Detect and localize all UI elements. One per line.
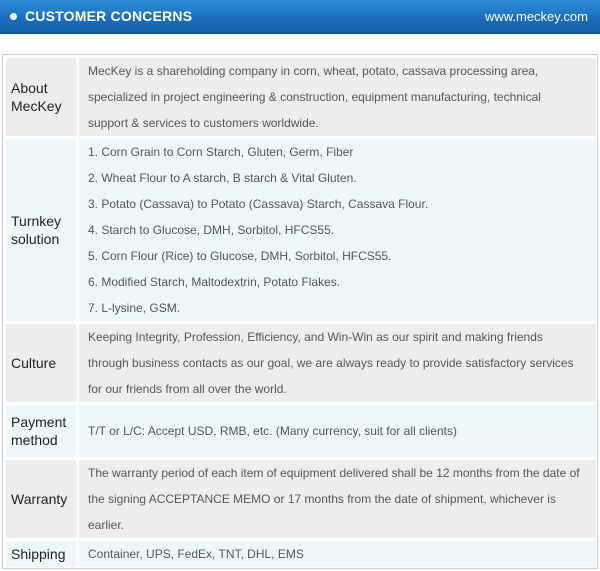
content-line: the signing ACCEPTANCE MEMO or 17 months from the date of shipment, whichever is — [88, 492, 556, 506]
content-line: The warranty period of each item of equipment delivered shall be 12 months from the date of — [88, 466, 580, 480]
row-content-culture — [79, 324, 596, 402]
content-line: Container, UPS, FedEx, TNT, DHL, EMS — [88, 547, 304, 561]
content-line: T/T or L/C: Accept USD, RMB, etc. (Many currency, suit for all clients) — [88, 424, 457, 438]
row-culture — [6, 324, 596, 402]
row-label-warranty: Warranty — [6, 460, 76, 538]
content-line: MecKey is a shareholding company in corn, wheat, potato, cassava processing area, — [88, 64, 539, 78]
content-line: 3. Potato (Cassava) to Potato (Cassava) Starch, Cassava Flour. — [88, 197, 429, 211]
content-line: earlier. — [88, 518, 125, 532]
content-line: 5. Corn Flour (Rice) to Glucose, DMH, Sorbitol, HFCS55. — [88, 249, 392, 263]
row-content-payment — [79, 405, 596, 457]
content-line: through business contacts as our goal, we are always ready to provide satisfactory services — [88, 356, 574, 370]
content-line: 2. Wheat Flour to A starch, B starch & Vital Gluten. — [88, 171, 357, 185]
row-label-culture: Culture — [6, 324, 76, 402]
row-turnkey — [6, 139, 596, 321]
bullet-icon — [10, 13, 17, 20]
content-line: specialized in project engineering & construction, equipment manufacturing, technical — [88, 90, 541, 104]
row-label-payment: Payment method — [6, 405, 76, 457]
row-content-turnkey — [79, 139, 596, 321]
content-line: 7. L-lysine, GSM. — [88, 301, 181, 315]
content-line: 1. Corn Grain to Corn Starch, Gluten, Germ, Fiber — [88, 145, 354, 159]
row-warranty — [6, 460, 596, 538]
content-line: 6. Modified Starch, Maltodextrin, Potato Flakes. — [88, 275, 341, 289]
content-line: 4. Starch to Glucose, DMH, Sorbitol, HFCS55. — [88, 223, 335, 237]
content-line: for our friends from all over the world. — [88, 382, 287, 396]
row-about — [6, 58, 596, 136]
content-line: support & services to customers worldwide. — [88, 116, 319, 130]
row-payment — [6, 405, 596, 457]
row-label-about: About MecKey — [6, 58, 76, 136]
section-header — [0, 0, 600, 34]
row-content-shipping — [79, 541, 596, 567]
content-line: Keeping Integrity, Profession, Efficiency, and Win-Win as our spirit and making friends — [88, 330, 543, 344]
concerns-table — [2, 54, 598, 569]
row-label-shipping: Shipping — [6, 541, 76, 567]
row-content-warranty — [79, 460, 596, 538]
website-link[interactable]: www.meckey.com — [484, 9, 588, 24]
row-label-turnkey: Turnkey solution — [6, 139, 76, 321]
row-content-about — [79, 58, 596, 136]
row-shipping — [6, 541, 596, 567]
section-title: CUSTOMER CONCERNS — [25, 8, 193, 24]
